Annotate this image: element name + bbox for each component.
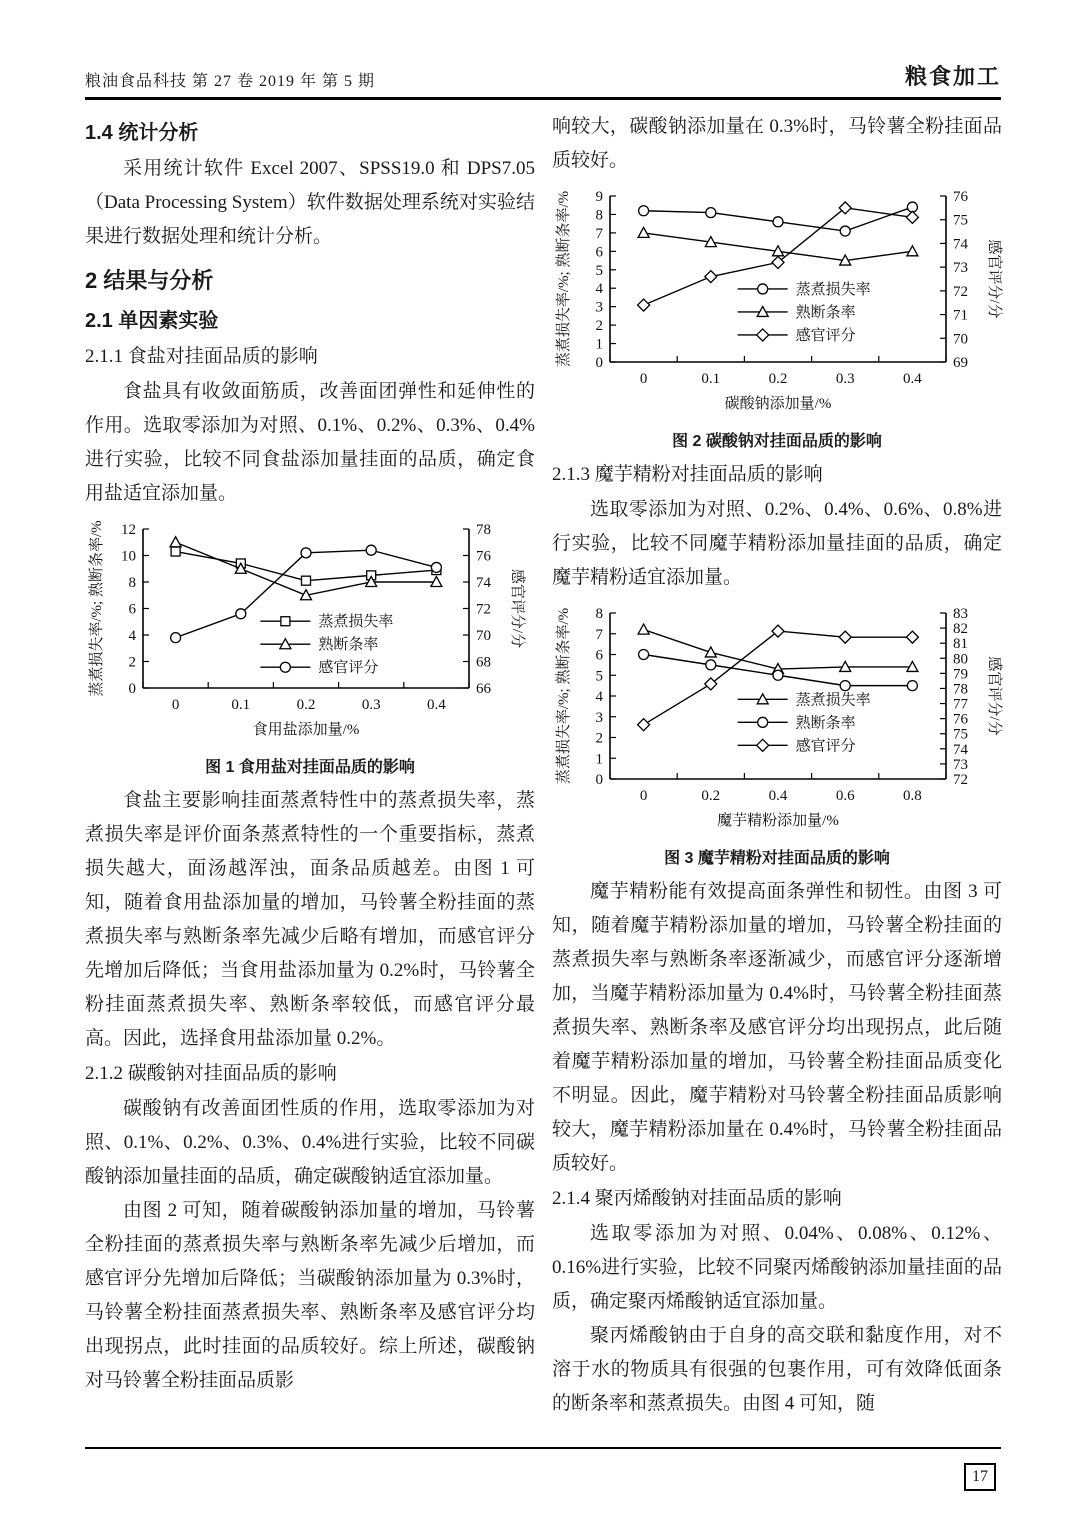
- svg-text:0: 0: [595, 355, 603, 371]
- svg-text:70: 70: [476, 628, 491, 644]
- svg-text:2: 2: [595, 730, 603, 747]
- heading-2-1-2: 2.1.2 碳酸钠对挂面品质的影响: [85, 1063, 337, 1084]
- svg-text:感官评分/分: 感官评分/分: [986, 656, 1002, 736]
- svg-text:78: 78: [953, 681, 968, 698]
- svg-text:0.6: 0.6: [835, 788, 855, 804]
- svg-text:感官评分: 感官评分: [318, 660, 379, 677]
- heading-2-1-3: 2.1.3 魔芋精粉对挂面品质的影响: [552, 464, 823, 485]
- svg-text:9: 9: [595, 189, 603, 205]
- svg-text:75: 75: [953, 726, 968, 743]
- svg-text:0.3: 0.3: [361, 697, 381, 713]
- svg-text:0: 0: [639, 788, 648, 804]
- svg-text:1: 1: [595, 336, 603, 353]
- svg-text:0.1: 0.1: [231, 697, 251, 713]
- svg-text:2: 2: [595, 318, 603, 335]
- svg-text:77: 77: [953, 696, 968, 713]
- paragraph-salt-intro: 食盐具有收敛面筋质，改善面团弹性和延伸性的作用。选取零添加为对照、0.1%、0.2%、0.3%、0.4%进行实验，比较不同食盐添加量挂面的品质，确定食用盐适宜添加量。: [85, 381, 535, 504]
- svg-text:81: 81: [953, 636, 968, 653]
- svg-text:食用盐添加量/%: 食用盐添加量/%: [252, 722, 360, 738]
- figure1-line-chart: [85, 517, 535, 754]
- paragraph-statistics: 采用统计软件 Excel 2007、SPSS19.0 和 DPS7.05（Data Processing System）软件数据处理系统对实验结果进行数据处理和统计分析。: [85, 158, 535, 247]
- svg-text:碳酸钠添加量/%: 碳酸钠添加量/%: [724, 396, 832, 412]
- svg-text:6: 6: [595, 647, 603, 664]
- svg-text:74: 74: [953, 741, 968, 758]
- svg-text:3: 3: [595, 299, 603, 316]
- figure2-caption: 图 2 碳酸钠对挂面品质的影响: [672, 433, 882, 450]
- svg-text:0: 0: [595, 772, 603, 788]
- svg-text:73: 73: [953, 260, 968, 277]
- svg-text:0.2: 0.2: [296, 697, 316, 713]
- svg-text:8: 8: [128, 575, 136, 591]
- svg-text:熟断条率: 熟断条率: [795, 715, 856, 732]
- svg-text:感官评分: 感官评分: [795, 327, 856, 344]
- svg-text:0.4: 0.4: [768, 788, 788, 804]
- svg-text:熟断条率: 熟断条率: [795, 304, 856, 321]
- svg-text:蒸煮损失率: 蒸煮损失率: [795, 281, 871, 298]
- section-label: 粮食加工: [904, 64, 1001, 89]
- left-column: [85, 114, 535, 1398]
- svg-text:0.8: 0.8: [903, 788, 922, 804]
- svg-text:感官评分/分: 感官评分/分: [509, 568, 525, 649]
- heading-2: 2 结果与分析: [85, 268, 214, 293]
- heading-2-1-1: 2.1.1 食盐对挂面品质的影响: [85, 346, 318, 367]
- footer-rule: [85, 1447, 1001, 1449]
- paragraph-polyacrylate-intro: 选取零添加为对照、0.04%、0.08%、0.12%、0.16%进行实验，比较不同聚丙烯酸钠添加量挂面的品质，确定聚丙烯酸钠适宜添加量。: [552, 1223, 1002, 1312]
- svg-text:69: 69: [953, 355, 968, 371]
- svg-text:熟断条率: 熟断条率: [318, 637, 379, 654]
- paragraph-salt-discussion: 食盐主要影响挂面蒸煮特性中的蒸煮损失率，蒸煮损失率是评价面条蒸煮特性的一个重要指标，蒸煮损失越大，面汤越浑浊，面条品质越差。由图 1 可知，随着食用盐添加量的增加，马铃薯全粉挂面的蒸煮损失率与熟断条率先减少后略有增加，而感官评分先增加后降低；当食用盐添加量为 0.2%时，马铃薯全粉挂面蒸煮损失率、熟断条率较低，而感官评分最高。因此，选择食用盐添加量 0.2%。: [85, 790, 535, 1049]
- paragraph-konjac-discussion: 魔芋精粉能有效提高面条弹性和韧性。由图 3 可知，随着魔芋精粉添加量的增加，马铃薯全粉挂面的蒸煮损失率与熟断条率逐渐减少，而感官评分逐渐增加，当魔芋精粉添加量为 0.4%时，马铃薯全粉挂面蒸煮损失率、熟断条率及感官评分均出现拐点，此后随着魔芋精粉添加量的增加，马铃薯全粉挂面品质变化不明显。因此，魔芋精粉对马铃薯全粉挂面品质影响较大，魔芋精粉添加量在 0.4%时，马铃薯全粉挂面品质较好。: [552, 881, 1002, 1174]
- svg-text:80: 80: [953, 651, 968, 668]
- page-header: [85, 60, 1001, 100]
- svg-text:7: 7: [595, 626, 603, 643]
- svg-text:6: 6: [128, 601, 136, 618]
- paragraph-konjac-intro: 选取零添加为对照、0.2%、0.4%、0.6%、0.8%进行实验，比较不同魔芋精粉添加量挂面的品质，确定魔芋精粉适宜添加量。: [552, 499, 1002, 588]
- svg-text:0.4: 0.4: [427, 697, 446, 713]
- svg-text:82: 82: [953, 621, 968, 638]
- svg-text:66: 66: [476, 681, 491, 697]
- svg-text:0.4: 0.4: [903, 371, 922, 387]
- figure3-line-chart: [552, 601, 1002, 845]
- svg-text:70: 70: [953, 331, 968, 348]
- svg-text:4: 4: [595, 281, 603, 298]
- svg-text:感官评分/分: 感官评分/分: [986, 239, 1002, 319]
- svg-text:79: 79: [953, 666, 968, 683]
- svg-text:12: 12: [121, 522, 136, 538]
- svg-text:1: 1: [595, 751, 603, 768]
- svg-text:72: 72: [476, 601, 491, 618]
- svg-text:76: 76: [476, 548, 491, 565]
- figure3-caption: 图 3 魔芋精粉对挂面品质的影响: [664, 850, 890, 867]
- figure1-caption: 图 1 食用盐对挂面品质的影响: [205, 759, 415, 776]
- svg-text:0: 0: [639, 371, 648, 387]
- svg-text:5: 5: [595, 262, 603, 279]
- svg-text:2: 2: [128, 654, 136, 671]
- svg-text:74: 74: [953, 236, 968, 253]
- heading-2-1-4: 2.1.4 聚丙烯酸钠对挂面品质的影响: [552, 1188, 842, 1209]
- svg-text:0: 0: [171, 697, 180, 713]
- svg-text:感官评分: 感官评分: [795, 738, 856, 755]
- svg-text:蒸煮损失率/%; 熟断条率/%: 蒸煮损失率/%; 熟断条率/%: [556, 607, 572, 785]
- svg-text:蒸煮损失率/%; 熟断条率/%: 蒸煮损失率/%; 熟断条率/%: [556, 190, 572, 368]
- svg-text:72: 72: [953, 772, 968, 788]
- svg-text:71: 71: [953, 307, 968, 324]
- figure-3: [552, 601, 1002, 871]
- svg-text:蒸煮损失率: 蒸煮损失率: [795, 692, 871, 709]
- svg-text:4: 4: [128, 628, 136, 644]
- svg-text:0.2: 0.2: [768, 371, 788, 387]
- svg-text:72: 72: [953, 283, 968, 300]
- paragraph-polyacrylate-discussion: 聚丙烯酸钠由于自身的高交联和黏度作用，对不溶于水的物质具有很强的包裹作用，可有效降低面条的断条率和蒸煮损失。由图 4 可知，随: [552, 1325, 1002, 1414]
- svg-text:0.3: 0.3: [835, 371, 855, 387]
- journal-info: 粮油食品科技 第 27 卷 2019 年 第 5 期: [85, 73, 376, 90]
- svg-text:8: 8: [595, 606, 603, 622]
- heading-1-4: 1.4 统计分析: [85, 122, 199, 144]
- svg-text:4: 4: [595, 689, 603, 705]
- svg-text:魔芋精粉添加量/%: 魔芋精粉添加量/%: [717, 813, 839, 829]
- svg-text:0.1: 0.1: [701, 371, 721, 387]
- svg-text:76: 76: [953, 711, 968, 728]
- svg-text:73: 73: [953, 756, 968, 773]
- svg-text:74: 74: [476, 575, 491, 591]
- svg-text:76: 76: [953, 189, 968, 205]
- svg-text:3: 3: [595, 709, 603, 726]
- heading-2-1: 2.1 单因素实验: [85, 310, 219, 332]
- svg-text:75: 75: [953, 212, 968, 229]
- svg-text:0: 0: [128, 681, 136, 697]
- svg-text:8: 8: [595, 207, 603, 224]
- figure-1: [85, 517, 535, 780]
- svg-text:68: 68: [476, 654, 491, 671]
- right-column: [552, 110, 1002, 1421]
- svg-text:蒸煮损失率/%; 熟断条率/%: 蒸煮损失率/%; 熟断条率/%: [89, 520, 105, 697]
- svg-text:蒸煮损失率: 蒸煮损失率: [318, 614, 394, 631]
- svg-text:83: 83: [953, 606, 968, 622]
- svg-text:6: 6: [595, 244, 603, 261]
- svg-text:7: 7: [595, 225, 603, 242]
- figure-2: [552, 184, 1002, 454]
- figure2-line-chart: [552, 184, 1002, 428]
- svg-text:0.2: 0.2: [701, 788, 721, 804]
- svg-text:5: 5: [595, 668, 603, 685]
- page-number: 17: [964, 1463, 996, 1491]
- paragraph-soda-intro: 碳酸钠有改善面团性质的作用，选取零添加为对照、0.1%、0.2%、0.3%、0.4%进行实验，比较不同碳酸钠添加量挂面的品质，确定碳酸钠适宜添加量。: [85, 1098, 535, 1187]
- paragraph-soda-continuation: 响较大，碳酸钠添加量在 0.3%时，马铃薯全粉挂面品质较好。: [552, 116, 1002, 171]
- paragraph-soda-discussion: 由图 2 可知，随着碳酸钠添加量的增加，马铃薯全粉挂面的蒸煮损失率与熟断条率先减少后增加，而感官评分先增加后降低；当碳酸钠添加量为 0.3%时，马铃薯全粉挂面蒸煮损失率、熟断条率及感官评分均出现拐点，此时挂面的品质较好。综上所述，碳酸钠对马铃薯全粉挂面品质影: [85, 1200, 535, 1391]
- svg-text:10: 10: [121, 548, 136, 565]
- svg-text:78: 78: [476, 522, 491, 538]
